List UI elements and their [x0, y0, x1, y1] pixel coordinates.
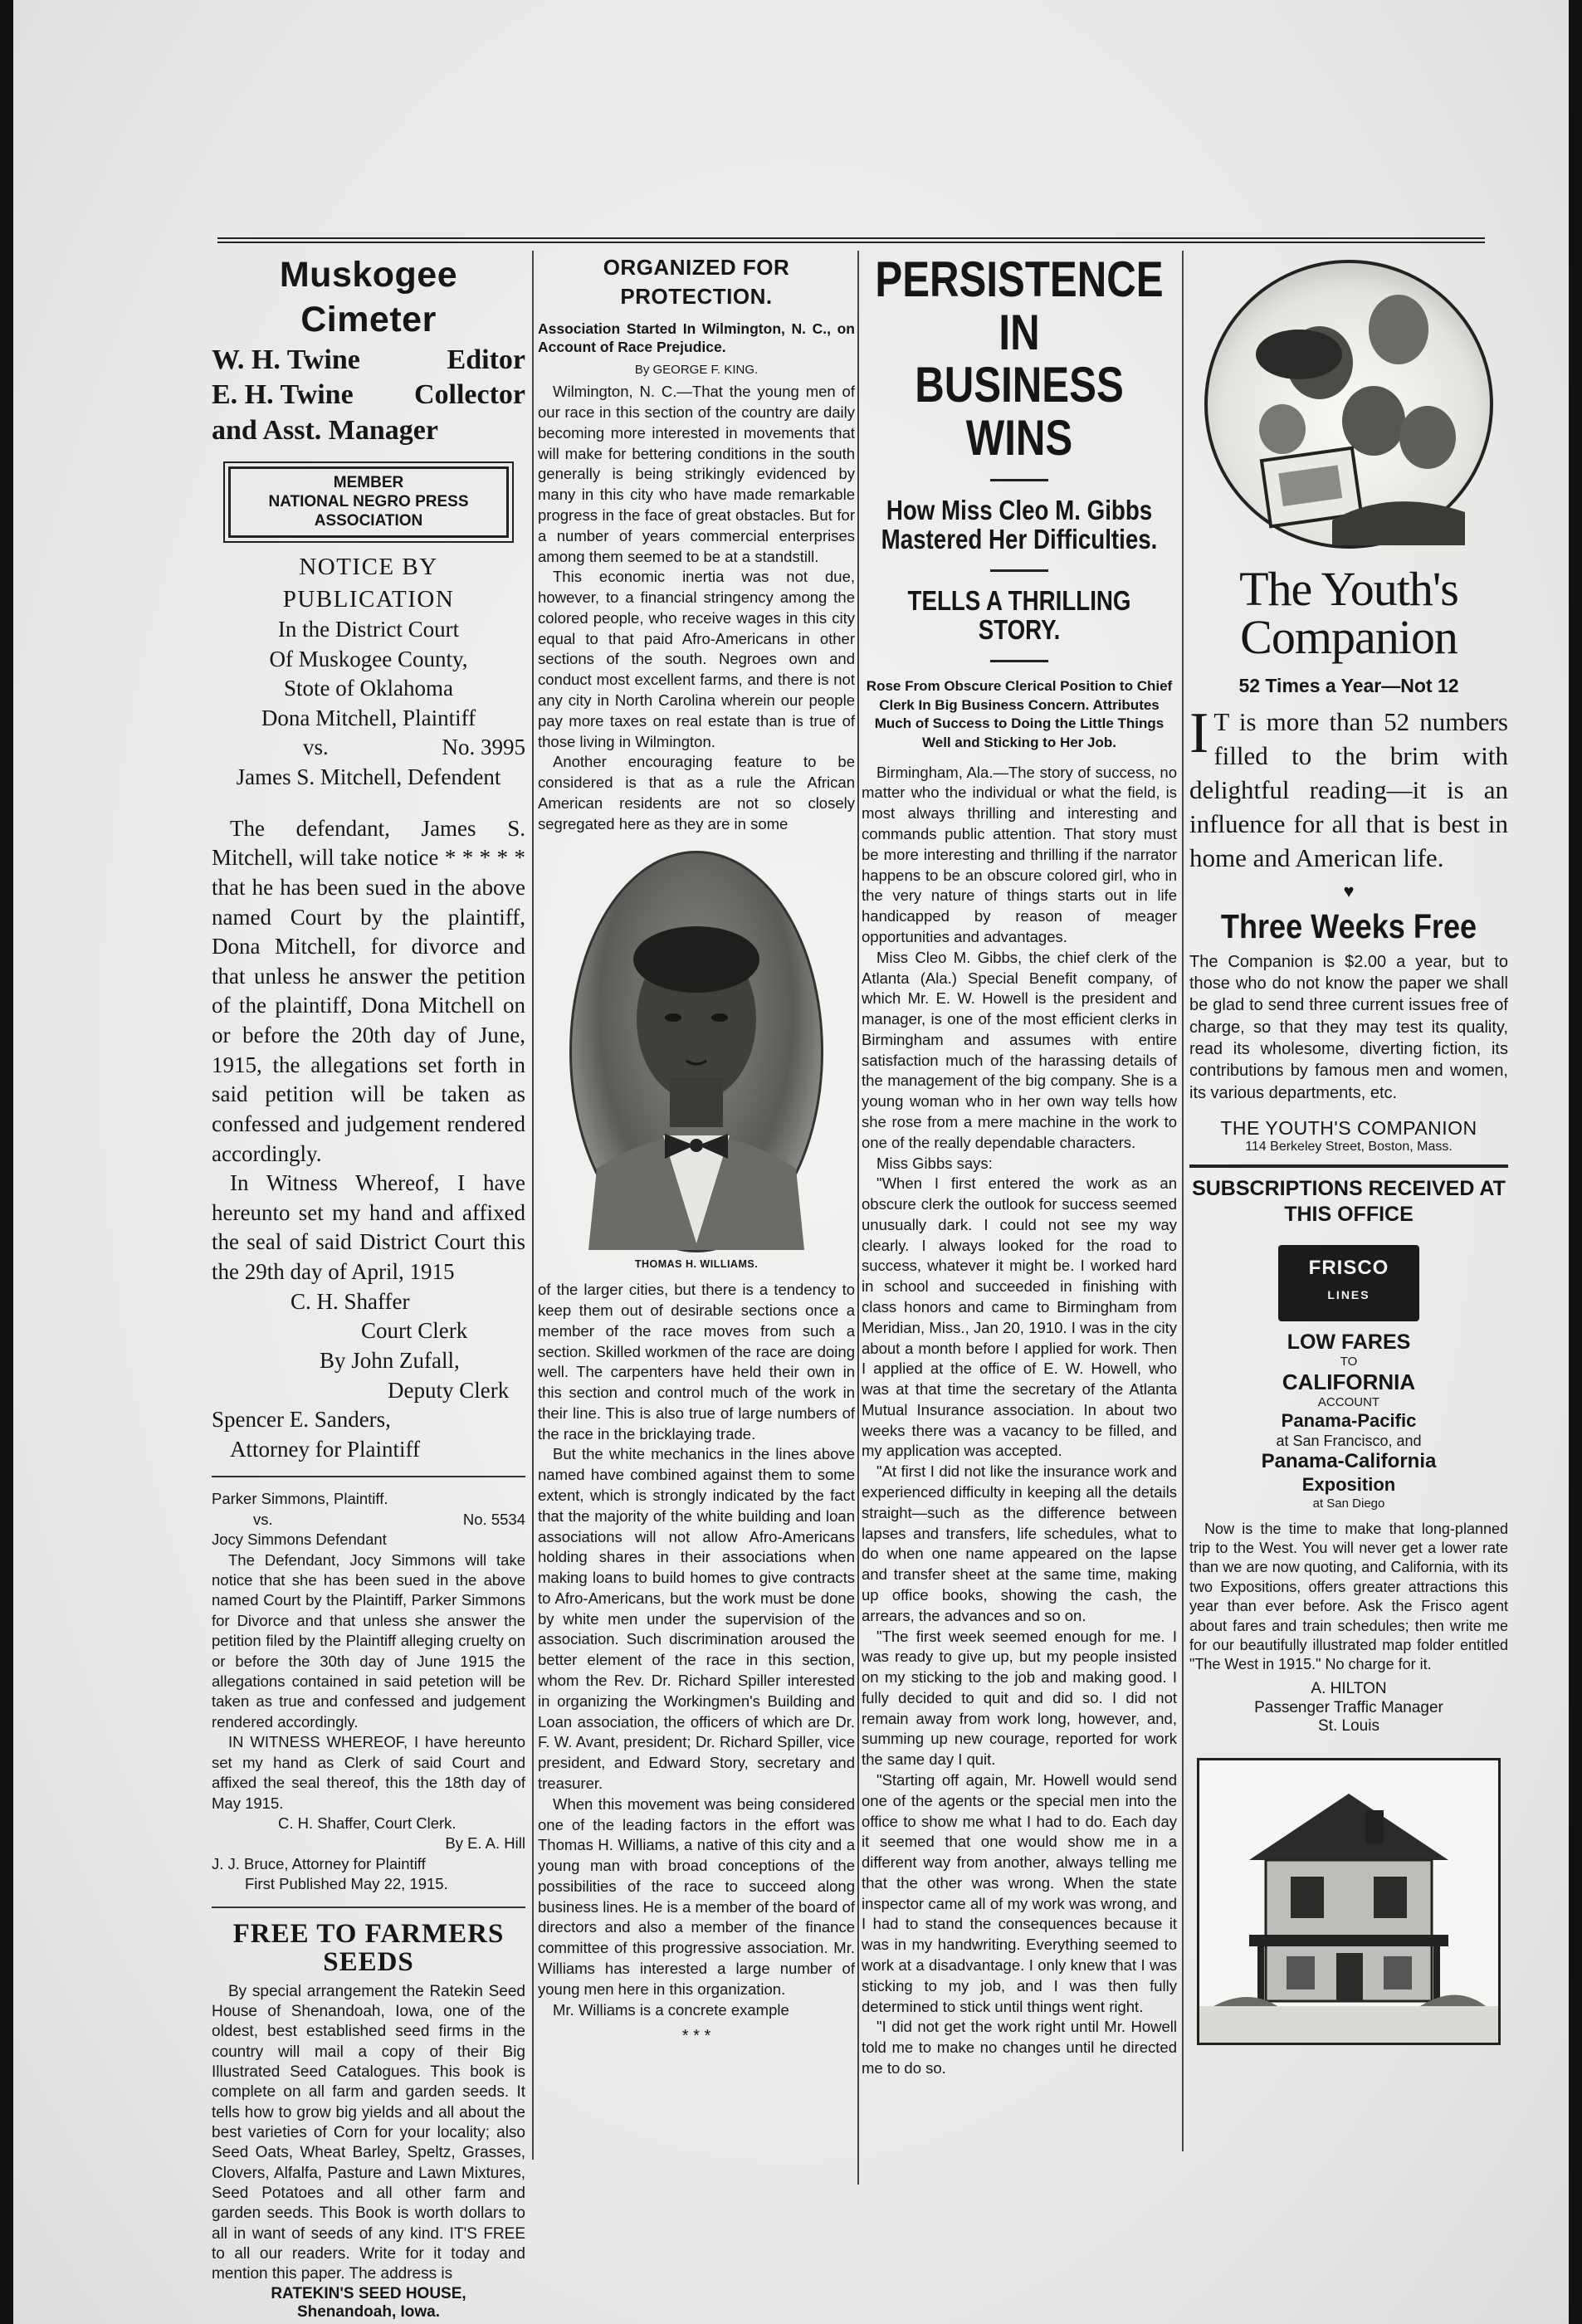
- article2-paragraph: "Starting off again, Mr. Howell would send one of the agents or the special men into the office to show me what I had to do. Each day it seemed that one would show me in a different way from another, always telling me that the other was wrong. When the state inspector came all of my work was wrong, and I had to stand the consequences because it was in my handwriting. Everything seemed to work at a disadvantage. I only knew that I was sticking to my job, and I was then fully determined to stick until things went right.: [862, 1770, 1177, 2015]
- heart-icon: ♥: [1343, 880, 1355, 901]
- portrait-caption: THOMAS H. WILLIAMS.: [634, 1258, 759, 1271]
- article2-paragraph: Birmingham, Ala.—The story of success, no matter who the individual or what the field, is most always thrilling and interesting and commands public attention. That story must be more interesting and thrilling if the narrator happens to be an obscure colored girl, who in the very nature of things starts out in life handicapped by reason of meager opportunities and advantages.: [862, 763, 1177, 945]
- column-rule: [1182, 251, 1184, 2151]
- fares-line: at San Diego: [1312, 1496, 1385, 1511]
- legal-notice-2: [212, 1489, 525, 1894]
- agent-city: St. Louis: [1318, 1717, 1379, 1736]
- notice2-defendant: Jocy Simmons Defendant: [212, 1531, 387, 1549]
- notice2-clerk: C. H. Shaffer, Court Clerk.: [278, 1814, 457, 1832]
- article1-paragraph: Another encouraging feature to be considered is that as a rule the African American residents are not so closely segregated here as they are in some: [538, 753, 855, 832]
- youths-description: [1189, 701, 1508, 876]
- fares-line: Panama-California: [1261, 1450, 1437, 1473]
- notice2-case-no: No. 5534: [462, 1510, 525, 1528]
- editor-name: W. H. Twine: [212, 344, 360, 375]
- member-line: MEMBER: [333, 474, 404, 491]
- editor-role: Editor: [447, 344, 525, 375]
- article1-paragraph: This economic inertia was not due, however, to a financial stringency among the colored people, who receive wages in this city equal to that paid Afro-Americans in other sections of the south. Negroes own and conduct most excellent farms, and there is not any city in North Carolina wherein our people pay more taxes on real estate than is true of those living in Wilmington.: [538, 568, 855, 750]
- subscriptions-line: SUBSCRIPTIONS RECEIVED AT: [1192, 1177, 1506, 1201]
- notice-court: In the District Court: [277, 616, 460, 642]
- article1-paragraph: But the white mechanics in the lines above named have combined against them to some extent, which is strongly indicated by the fact that the majority of the white building and loan associations will not allow Afro-Americans holding shares in their associations when making loans to build homes to give contracts to Afro-Americans, but the work must be done by white men under the supervision of the association. Such discrimination aroused the better element of the race in this section, whom the Rev. Dr. Richard Spiller interested in organizing the Workingmen's Building and Loan association, the officers of which are Dr. F. W. Avant, president; Dr. Richard Spiller, vice president, and Edward Story, secretary and treasurer.: [538, 1445, 855, 1792]
- fares-line: TO: [1340, 1355, 1358, 1370]
- youths-companion-emblem: [1204, 260, 1493, 549]
- article2-paragraph: "I did not get the work right until Mr. Howell told me to make no changes until he directed me to do so.: [862, 2018, 1177, 2077]
- notice-defendant: James S. Mitchell, Defendent: [236, 764, 501, 790]
- notice-witness: In Witness Whereof, I have hereunto set my hand and affixed the seal of said District Court this the 29th day of April, 1915: [212, 1170, 525, 1285]
- article2-headline-2: BUSINESS WINS: [915, 357, 1124, 466]
- portrait-photo: [569, 851, 823, 1252]
- fares-line: ACCOUNT: [1317, 1395, 1380, 1410]
- headline-rule: [990, 569, 1048, 572]
- fares-line: CALIFORNIA: [1282, 1370, 1416, 1395]
- notice-deputy: By John Zufall,: [320, 1347, 460, 1373]
- notice2-published: First Published May 22, 1915.: [245, 1875, 448, 1893]
- notice2-deputy: By E. A. Hill: [445, 1834, 525, 1853]
- house-illustration: [1197, 1758, 1501, 2045]
- notice2-witness: IN WITNESS WHEREOF, I have hereunto set my hand as Clerk of said Court and affixed the seal thereof, this the 18th day of May 1915.: [212, 1733, 525, 1812]
- notice-attorney: Spencer E. Sanders,: [212, 1407, 391, 1433]
- frisco-fares-ad: [1189, 1330, 1508, 1736]
- farmers-body: By special arrangement the Ratekin Seed House of Shenandoah, Iowa, one of the oldest, best established seed firms in the country will mail a copy of their Big Illustrated Seed Catalogues. This book is complete on all farm and garden seeds. It tells how to grow big yields and all about the best varieties of Corn for your locality; also Seed Oats, Wheat Barley, Speltz, Grasses, Clovers, Alfalfa, Pasture and Lawn Mixtures, Seed Potatoes and all other farm and garden seeds. This Book is worth dollars to all in want of seeds of any kind. IT'S FREE to all our readers. Write for it today and mention this paper. The address is: [212, 1982, 525, 2283]
- press-association-box: [228, 466, 509, 538]
- notice2-vs: vs.: [253, 1510, 273, 1528]
- fares-line: Panama-Pacific: [1281, 1410, 1417, 1432]
- legal-notice-1: [212, 551, 525, 1464]
- column-1: [212, 253, 525, 2322]
- fares-line: at San Francisco, and: [1276, 1432, 1422, 1449]
- notice-body: The defendant, James S. Mitchell, will take notice * * * * * that he has been sued in the above named Court by the plaintiff, Dona Mitchell, for divorce and that unless he answer the petition of the plaintiff, Dona Mitchell on or before the 20th day of June, 1915, the allegations set forth in said petition will be taken as confessed and judgement rendered accordingly.: [212, 815, 525, 1166]
- notice-heading: NOTICE BY PUBLICATION: [282, 554, 455, 613]
- scan-edge-left: [0, 0, 13, 2324]
- staff-box: [212, 343, 525, 449]
- agent-title: Passenger Traffic Manager: [1254, 1698, 1443, 1716]
- article2-paragraph: Miss Cleo M. Gibbs, the chief clerk of the Atlanta (Ala.) Special Benefit company, of which Mr. E. W. Howell is the president and manager, is one of the most efficient clerks in Birmingham and assumes with entire satisfaction much of the harassing details of the management of the big company. She is a young woman who in her own way tells how she rose from a mere machine in the work to one of the really dependable characters.: [862, 948, 1177, 1151]
- house-drawing: [1199, 1760, 1498, 2043]
- notice2-attorney: J. J. Bruce, Attorney for Plaintiff: [212, 1854, 426, 1872]
- member-line: NATIONAL NEGRO PRESS: [268, 492, 469, 510]
- farmers-seeds-ad: [212, 1920, 525, 2323]
- notice-clerk: C. H. Shaffer: [291, 1288, 410, 1314]
- free-offer-headline: Three Weeks Free: [1220, 906, 1477, 945]
- subscriptions-notice: [1189, 1164, 1508, 1227]
- article2-paragraph: "When I first entered the work as an obscure clerk the outlook for success seemed unusually dark. I could not see my way clearly. I always looked for the road to success, whatever it might be. I worked hard in school and succeeded in finishing with class honors and came to Birmingham from Meridian, Miss., Jan 20, 1910. I was in the city about a month before I applied for work. Then I applied at the office of E. W. Howell, who was at that time the secretary of the Atlanta Mutual Insurance association. In about two weeks there was a vacancy to be filled, and my application was accepted.: [862, 1174, 1177, 1460]
- column-4: [1189, 253, 1508, 2229]
- article2-deck: Rose From Obscure Clerical Position to Chief Clerk In Big Business Concern. Attributes Much of Success to Doing the Little Things Well and Sticking to Her Job.: [866, 678, 1173, 751]
- top-rule: [217, 237, 1485, 243]
- collector-name: E. H. Twine: [212, 379, 354, 410]
- collector-role: Collector: [413, 379, 525, 410]
- youths-address: 114 Berkeley Street, Boston, Mass.: [1245, 1140, 1453, 1155]
- article1-paragraph: Wilmington, N. C.—That the young men of our race in this section of the country are daily becoming more interested in movements that will make for bettering conditions in the south generally is being strikingly evidenced by many in this city who have made remarkable progress in the face of great obstacles. But for a number of years commercial enterprises among them seemed to be at a standstill.: [538, 383, 855, 565]
- notice2-body: The Defendant, Jocy Simmons will take notice that she has been sued in the above named Court by the Plaintiff, Parker Simmons for Divorce and that unless she answer the petition filed by the Plaintiff alleging cruelty on or before the 30th day of June 1915 the allegations contained in said petetion will be taken as true and confessed and judgement rendered accordingly.: [212, 1550, 525, 1731]
- member-line: ASSOCIATION: [314, 511, 423, 530]
- article1-paragraph: Mr. Williams is a concrete example: [553, 2000, 789, 2019]
- article2-paragraph: "The first week seemed enough for me. I was ready to give up, but my people insisted on my sticking to the job and making good. I fully decided to quit and did so. I did not remain away from work long, however, and, summing up new courage, reported for work the same day I quit.: [862, 1627, 1177, 1769]
- youths-companion-title: [1189, 562, 1508, 664]
- free-offer-body: The Companion is $2.00 a year, but to those who do not know the paper we shall be glad to send three current issues free of charge, so that they may test its quality, read its wholesome, diverting fiction, its contributions by famous men and women, its various departments, etc.: [1189, 952, 1508, 1102]
- column-rule: [532, 251, 534, 2160]
- agent-name: A. HILTON: [1311, 1679, 1387, 1697]
- youths-description-text: T is more than 52 numbers filled to the brim with delightful reading—it is an influence for all that is best in home and American life.: [1189, 707, 1508, 872]
- notice-deputy-title: Deputy Clerk: [388, 1377, 510, 1403]
- separator: [212, 1476, 525, 1477]
- portrait-illustration: [572, 853, 821, 1250]
- youths-publisher: THE YOUTH'S COMPANION: [1220, 1117, 1477, 1140]
- youths-frequency: 52 Times a Year—Not 12: [1238, 675, 1459, 696]
- drop-cap: I: [1189, 701, 1209, 765]
- notice-plaintiff: Dona Mitchell, Plaintiff: [261, 705, 476, 730]
- reading-family-illustration: [1208, 263, 1490, 545]
- farmers-heading: FREE TO FARMERS: [232, 1918, 505, 1949]
- farmers-heading-sub: SEEDS: [323, 1947, 414, 1978]
- notice-court: Of Muskogee County,: [269, 646, 468, 671]
- frisco-logo-text: FRISCO: [1308, 1257, 1389, 1280]
- separator: [212, 1907, 525, 1908]
- column-3: [862, 253, 1177, 2229]
- scan-edge-right: [1569, 0, 1582, 2324]
- article2-subhead-2: TELLS A THRILLING STORY.: [907, 585, 1131, 646]
- column-rule: [857, 251, 859, 2185]
- article2-subhead: How Miss Cleo M. Gibbs Mastered Her Difficulties.: [881, 495, 1158, 555]
- masthead-title: Muskogee Cimeter: [279, 255, 458, 339]
- fares-line: LOW FARES: [1287, 1330, 1411, 1355]
- article1-paragraph: of the larger cities, but there is a tendency to keep them out of desirable sections once a member of the race moves from such a section. Skilled workmen of the race are doing well. The carpenters have held their own in this section and control much of the work in their line. This is also true of large numbers of the race in the bricklaying trade.: [538, 1281, 855, 1443]
- notice-attorney-title: Attorney for Plaintiff: [230, 1436, 420, 1462]
- frisco-logo: [1278, 1245, 1419, 1321]
- youths-title-line: The Youth's: [1239, 562, 1458, 616]
- article1-byline: By GEORGE F. KING.: [634, 363, 759, 378]
- notice2-plaintiff: Parker Simmons, Plaintiff.: [212, 1490, 388, 1508]
- headline-rule: [990, 479, 1048, 481]
- article1-paragraph: When this movement was being considered one of the leading factors in the effort was Thomas H. Williams, a native of this city and a young man with broad conceptions of the possibilities of the race to succeed along business lines. He is a member of the board of directors and also a member of the finance committee of this progressive association. Mr. Williams has interested a large number of young men here in this organization.: [538, 1794, 855, 1998]
- farmers-signature: RATEKIN'S SEED HOUSE,: [271, 2284, 466, 2302]
- article1-headline: ORGANIZED FOR PROTECTION.: [603, 255, 790, 309]
- article1-deck: Association Started In Wilmington, N. C., on Account of Race Prejudice.: [538, 320, 855, 356]
- article1-end-marks: * * *: [681, 2027, 711, 2046]
- subscriptions-line: THIS OFFICE: [1284, 1202, 1414, 1226]
- headline-rule: [990, 660, 1048, 662]
- article2-paragraph: Miss Gibbs says:: [876, 1154, 993, 1172]
- farmers-signature-city: Shenandoah, Iowa.: [296, 2303, 441, 2322]
- manager-line: and Asst. Manager: [212, 414, 438, 446]
- article2-paragraph: "At first I did not like the insurance work and experienced difficulty in keeping all the details straight—such as the difference between lapses and transfers, life schedules, what to do when one name appeared on the lapse and transfer sheet at the same time, making up office books, showing the cash, the arrears, the advances and so on.: [862, 1462, 1177, 1624]
- notice-case-no: No. 3995: [442, 735, 525, 760]
- notice-vs: vs.: [303, 735, 329, 760]
- column-2: [538, 253, 855, 2229]
- fares-body: Now is the time to make that long-planned trip to the West. You will never get a lower rate than we are now quoting, and California, with its two Expositions, offers greater attractions this year than ever before. Ask the Frisco agent about fares and train schedules; then write me for our beautifully illustrated map folder entitled "The West in 1915." No charge for it.: [1189, 1520, 1508, 1673]
- article2-headline: PERSISTENCE IN: [875, 251, 1164, 360]
- notice-court: Stote of Oklahoma: [284, 676, 453, 701]
- notice-clerk-title: Court Clerk: [361, 1318, 468, 1344]
- youths-title-line: Companion: [1240, 610, 1457, 664]
- fares-line: Exposition: [1301, 1474, 1396, 1496]
- frisco-logo-subtext: LINES: [1327, 1288, 1370, 1302]
